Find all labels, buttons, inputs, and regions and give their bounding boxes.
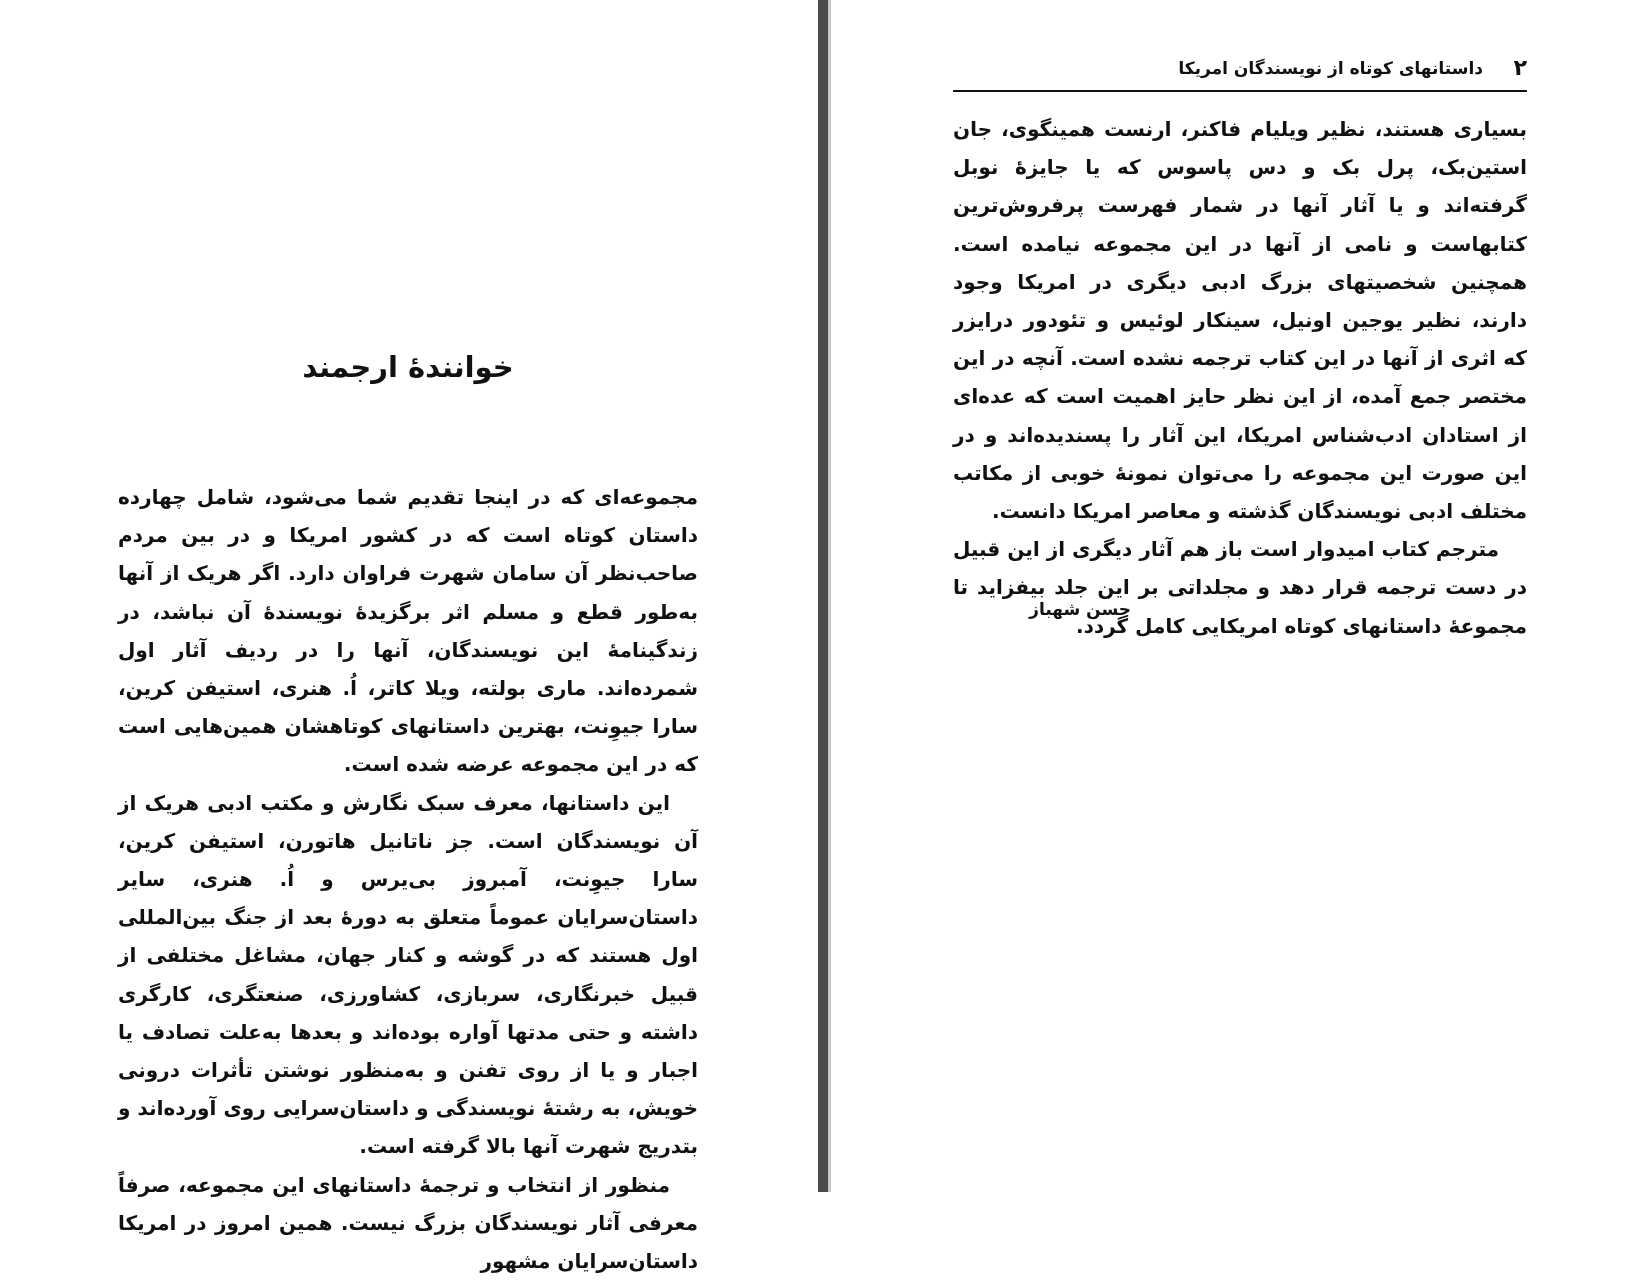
page-title: خوانندهٔ ارجمند <box>302 350 514 384</box>
running-head-title: داستانهای کوتاه از نویسندگان امریکا <box>1178 59 1483 79</box>
running-header <box>953 56 1527 92</box>
paragraph: مجموعه‌ای که در اینجا تقدیم شما می‌شود، شامل چهارده داستان کوتاه است که در کشور امریکا و در بین مردم صاحب‌نظر آن سامان شهرت فراوان دارد. اگر هریک از آنها به‌طور قطع و مسلم اثر برگزیدهٔ نویسندهٔ آن نباشد، در زندگینامهٔ این نویسندگان، آنها را در ردیف آثار اول شمرده‌اند. ماری بولته، ویلا کاتر، اُ. هنری، استیفن کرین، سارا جیوِنت، بهترین داستانهای کوتاهشان همین‌هایی است که در این مجموعه عرضه شده است. <box>118 485 698 777</box>
paragraph: منظور از انتخاب و ترجمهٔ داستانهای این مجموعه، صرفاً معرفی آثار نویسندگان بزرگ نیست. همین امروز در امریکا داستان‌سرایان مشهور <box>118 1172 698 1274</box>
paragraph: بسیاری هستند، نظیر ویلیام فاکنر، ارنست همینگوی، جان استین‌بک، پرل بک و دس پاسوس که یا جایزهٔ نوبل گرفته‌اند و یا آثار آنها در شمار فهرست پرفروش‌ترین کتابهاست و نامی از آنها در این مجموعه نیامده است. همچنین شخصیتهای بزرگ ادبی دیگری در امریکا وجود دارند، نظیر یوجین اونیل، سینکار لوئیس و تئودور درایزر که اثری از آنها در این کتاب ترجمه نشده است. آنچه در این مختصر جمع آمده، از این نظر حایز اهمیت است که عده‌ای از استادان ادب‌شناس امریکا، این آثار را پسندیده‌اند و در این صورت این مجموعه را می‌توان نمونهٔ خوبی از مکاتب مختلف ادبی نویسندگان گذشته و معاصر امریکا دانست. <box>953 117 1527 524</box>
right-page <box>831 0 1645 1192</box>
left-page <box>0 0 818 1274</box>
left-page-body <box>118 478 698 1280</box>
translator-signature: حسن شهباز <box>1029 600 1131 620</box>
page-number: ۲ <box>1513 56 1527 81</box>
paragraph: این داستانها، معرف سبک نگارش و مکتب ادبی هریک از آن نویسندگان است. جز ناتانیل هاتورن، استیفن کرین، سارا جیوِنت، آمبروز بی‌یرس و اُ. هنری، سایر داستان‌سرایان عموماً متعلق به دورهٔ بعد از جنگ بین‌المللی اول هستند که در گوشه و کنار جهان، مشاغل مختلفی از قبیل خبرنگاری، سربازی، کشاورزی، صنعتگری، کارگری داشته و حتی مدتها آواره بوده‌اند و بعدها به‌علت تصادف یا اجبار و یا از روی تفنن و به‌منظور نوشتن تأثرات درونی خویش، به رشتهٔ نویسندگی و داستان‌سرایی روی آورده‌اند و بتدریج شهرت آنها بالا گرفته است. <box>118 790 698 1159</box>
paragraph: مترجم کتاب امیدوار است باز هم آثار دیگری از این قبیل در دست ترجمه قرار دهد و مجلداتی بر این جلد بیفزاید تا مجموعهٔ داستانهای کوتاه امریکایی کامل گردد. <box>953 537 1527 638</box>
right-page-body <box>953 110 1527 645</box>
book-gutter <box>818 0 828 1192</box>
